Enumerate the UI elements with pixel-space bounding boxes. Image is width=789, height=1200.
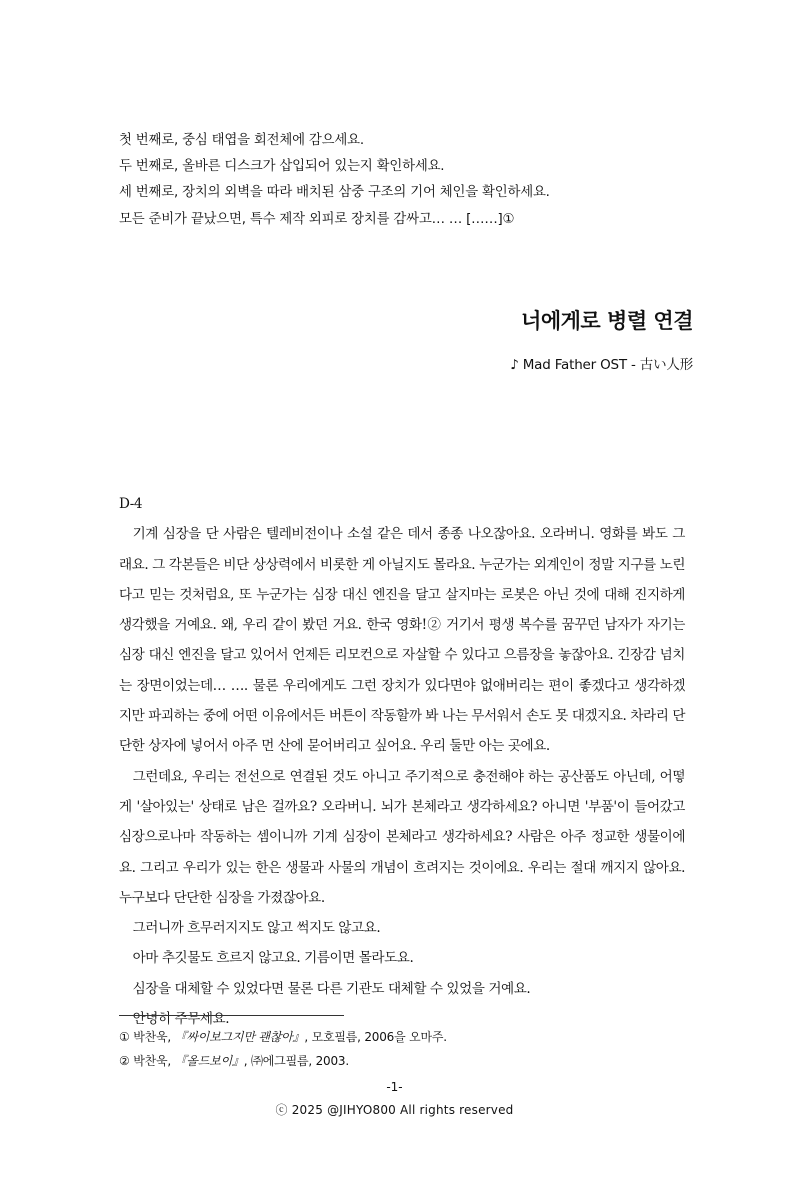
- section-label: D-4: [119, 496, 143, 512]
- paragraph: 그런데요, 우리는 전선으로 연결된 것도 아니고 주기적으로 충전해야 하는 공산품도 아닌데, 어떻게 '살아있는' 상태로 남은 걸까요? 오라버니. 뇌가 본체라고 생각하세요? 아니면 '부품'이 들어갔고 심장으로나마 작동하는 셈이니까 기계 심장이 본체라고 생각하세요? 사람은 아주 정교한 생물이에요. 그리고 우리가 있는 한은 생물과 사물의 개념이 흐려지는 것이에요. 우리는 절대 깨지지 않아요. 누구보다 단단한 심장을 가졌잖아요.: [119, 768, 685, 906]
- footnote-author: 박찬욱,: [133, 1030, 175, 1044]
- footnote-details: , ㈜에그필름, 2003.: [243, 1054, 349, 1068]
- footnote-work-title: 『싸이보그지만 괜찮아』: [174, 1030, 305, 1044]
- intro-line: 두 번째로, 올바른 디스크가 삽입되어 있는지 확인하세요.: [119, 159, 445, 175]
- copyright-notice: ⓒ 2025 @JIHYO800 All rights reserved: [275, 1103, 514, 1117]
- intro-instructions: [119, 128, 679, 233]
- paragraph: 기계 심장을 단 사람은 텔레비전이나 소설 같은 데서 종종 나오잖아요. 오라버니. 영화를 봐도 그래요. 그 각본들은 비단 상상력에서 비롯한 게 아닐지도 몰라요. 누군가는 외계인이 정말 지구를 노린다고 믿는 것처럼요, 또 누군가는 심장 대신 엔진을 달고 살지마는 로봇은 아닌 것에 대해 진지하게 생각했을 거예요. 왜, 우리 같이 봤던 거요. 한국 영화!② 거기서 평생 복수를 꿈꾸던 남자가 자기는 심장 대신 엔진을 달고 있어서 언제든 리모컨으로 자살할 수 있다고 으름장을 놓잖아요. 긴장감 넘치는 장면이었는데… …. 물론 우리에게도 그런 장치가 있다면야 없애버리는 편이 좋겠다고 생각하겠지만 파괴하는 중에 어떤 이유에서든 버튼이 작동할까 봐 나는 무서워서 손도 못 대겠지요. 차라리 단단한 상자에 넣어서 아주 먼 산에 묻어버리고 싶어요. 우리 둘만 아는 곳에요.: [119, 526, 685, 755]
- chapter-title: 너에게로 병렬 연결: [521, 309, 693, 333]
- footnote: [119, 1049, 679, 1073]
- body-text: [119, 489, 685, 1034]
- chapter-subtitle-music: ♪ Mad Father OST - 古い人形: [510, 357, 693, 373]
- page-number: -1-: [386, 1080, 403, 1094]
- intro-line: 첫 번째로, 중심 태엽을 회전체에 감으세요.: [119, 133, 364, 148]
- paragraph: 그러니까 흐무러지지도 않고 썩지도 않고요.: [132, 920, 381, 937]
- footnote-work-title: 『올드보이』: [174, 1054, 244, 1068]
- footnote-author: 박찬욱,: [133, 1054, 175, 1068]
- footnotes: [119, 1025, 679, 1073]
- footnote-mark: ①: [119, 1030, 130, 1044]
- paragraph: 안녕히 주무세요.: [132, 1011, 230, 1028]
- footnote-mark: ②: [119, 1054, 130, 1068]
- footnote: [119, 1025, 679, 1049]
- intro-line: 세 번째로, 장치의 외벽을 따라 배치된 삼중 구조의 기어 체인을 확인하세요.: [119, 185, 550, 201]
- footnote-divider: [119, 1015, 344, 1016]
- footnote-details: , 모호필름, 2006을 오마주.: [304, 1030, 447, 1044]
- paragraph: 아마 추깃물도 흐르지 않고요. 기름이면 몰라도요.: [132, 950, 414, 967]
- intro-line: 모든 준비가 끝났으면, 특수 제작 외피로 장치를 감싸고… … [……]①: [119, 211, 515, 227]
- paragraph: 심장을 대체할 수 있었다면 물론 다른 기관도 대체할 수 있었을 거예요.: [132, 980, 531, 997]
